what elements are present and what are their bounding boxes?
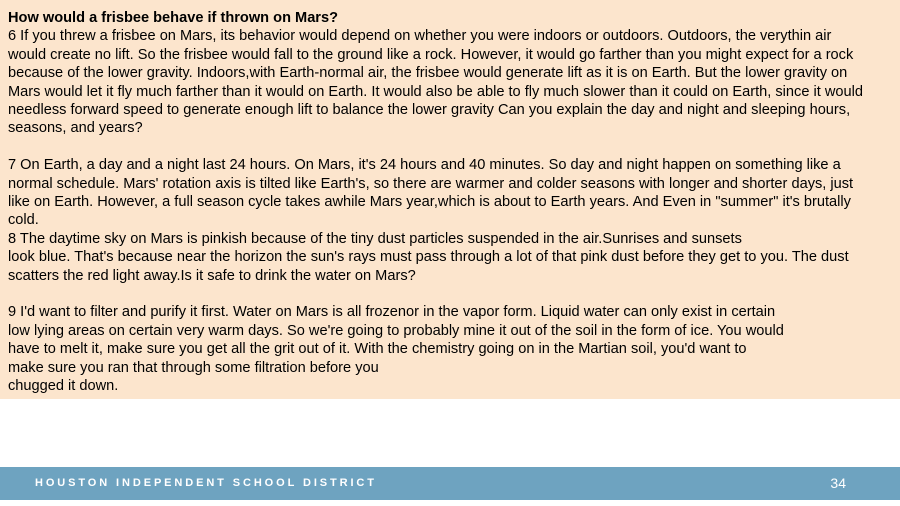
text-line: would create no lift. So the frisbee would fall to the ground like a rock. However, it would go farther than you might expect for a rock <box>8 46 854 63</box>
text-line: needless forward speed to generate enough lift to balance the lower gravity Can you explain the day and night and sleeping hours, <box>8 102 851 119</box>
text-line: chugged it down. <box>8 378 119 395</box>
text-line: seasons, and years? <box>8 120 143 137</box>
body-text <box>8 27 892 395</box>
text-line: have to melt it, make sure you get all the grit out of it. With the chemistry going on in the Martian soil, you'd want to <box>8 341 747 358</box>
text-line: Mars would let it fly much farther than it would on Earth. It would also be able to fly much slower than it could on Earth, since it would <box>8 83 863 100</box>
text-line: low lying areas on certain very warm days. So we're going to probably mine it out of the soil in the form of ice. You would <box>8 322 784 339</box>
blank-line <box>8 285 892 303</box>
text-line: look blue. That's because near the horizon the sun's rays must pass through a lot of that pink dust before they get to you. The dust <box>8 249 849 266</box>
text-line: 7 On Earth, a day and a night last 24 hours. On Mars, it's 24 hours and 40 minutes. So day and night happen on something like a <box>8 157 841 174</box>
slide-heading: How would a frisbee behave if thrown on Mars? <box>8 10 339 26</box>
text-line: like on Earth. However, a full season cycle takes awhile Mars year,which is about to Earth years. And Even in "summer" it's brutally <box>8 194 851 211</box>
text-line: cold. <box>8 212 39 229</box>
text-line: because of the lower gravity. Indoors,with Earth-normal air, the frisbee would generate lift as it is on Earth. But the lower gravity on <box>8 65 848 82</box>
district-name: HOUSTON INDEPENDENT SCHOOL DISTRICT <box>35 477 377 489</box>
text-line: normal schedule. Mars' rotation axis is tilted like Earth's, so there are warmer and colder seasons with longer and shorter days, just <box>8 175 854 192</box>
blank-line <box>8 138 892 156</box>
text-line: 8 The daytime sky on Mars is pinkish because of the tiny dust particles suspended in the air.Sunrises and sunsets <box>8 230 742 247</box>
footer-band <box>0 467 900 500</box>
text-line: scatters the red light away.Is it safe to drink the water on Mars? <box>8 267 416 284</box>
text-line: 9 I'd want to filter and purify it first. Water on Mars is all frozenor in the vapor form. Liquid water can only exist in certain <box>8 304 776 321</box>
text-line: 6 If you threw a frisbee on Mars, its behavior would depend on whether you were indoors or outdoors. Outdoors, the verythin air <box>8 28 832 45</box>
text-line: make sure you ran that through some filtration before you <box>8 359 379 376</box>
page-number: 34 <box>830 475 846 491</box>
